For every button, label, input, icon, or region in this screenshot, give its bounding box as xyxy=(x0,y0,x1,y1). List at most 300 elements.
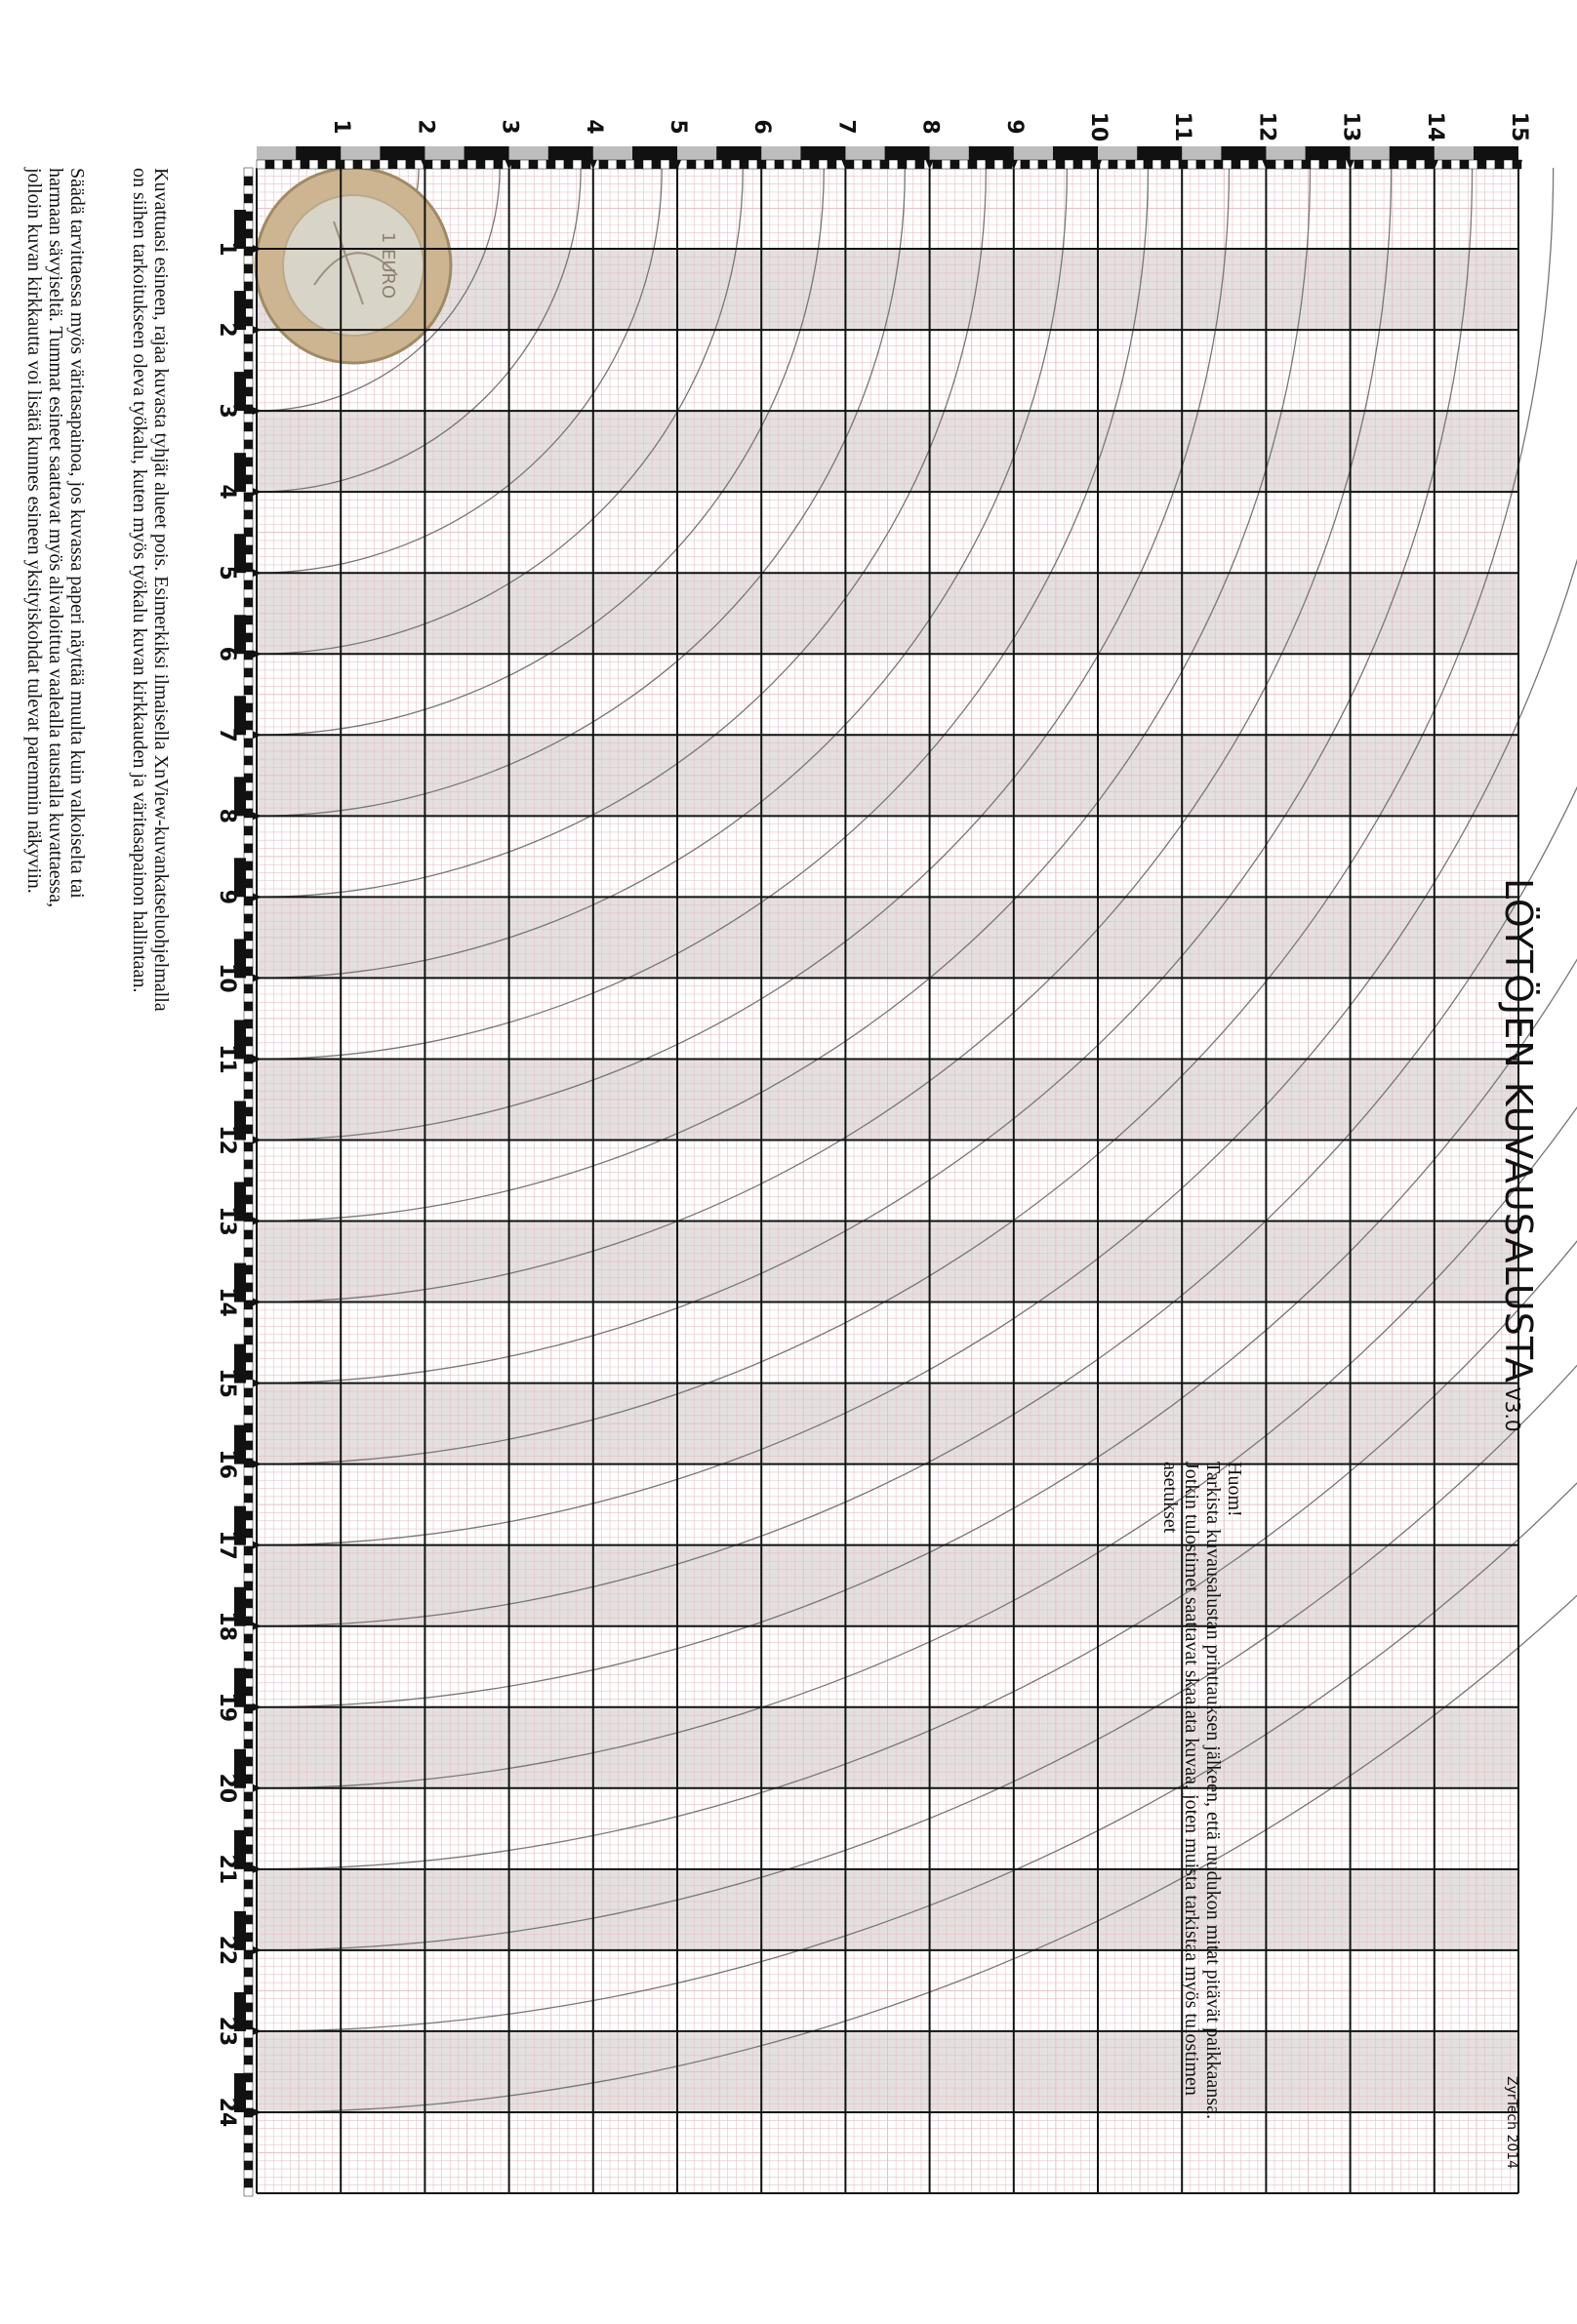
ruler-square xyxy=(1311,160,1319,169)
column-label: 5 xyxy=(666,119,690,135)
ruler-square xyxy=(511,160,520,169)
ruler-block xyxy=(632,146,677,160)
ruler-square xyxy=(327,160,336,169)
row-label: 17 xyxy=(215,1530,239,1560)
ruler-square xyxy=(564,160,573,169)
ruler-square xyxy=(244,1494,253,1503)
ruler-square xyxy=(244,1819,253,1827)
ruler-square xyxy=(244,1063,253,1072)
ruler-square xyxy=(244,1415,253,1423)
ruler-square xyxy=(441,160,450,169)
ruler-square xyxy=(244,2144,253,2152)
ruler-square xyxy=(244,422,253,431)
column-label: 6 xyxy=(749,119,775,135)
ruler-block xyxy=(1053,146,1098,160)
row-label: 15 xyxy=(215,1368,239,1398)
ruler-square xyxy=(244,2187,253,2196)
ruler-square xyxy=(661,160,669,169)
ruler-square xyxy=(406,160,415,169)
ruler-square xyxy=(309,160,318,169)
credit-text: ZyrTech 2014 xyxy=(1504,2076,1519,2170)
ruler-square xyxy=(810,160,819,169)
ruler-square xyxy=(1144,160,1152,169)
ruler-block xyxy=(465,146,509,160)
ruler-square xyxy=(942,160,950,169)
row-label: 14 xyxy=(215,1287,239,1317)
notice-heading: Huom! xyxy=(1224,1462,1245,1517)
notice-block xyxy=(1111,1462,1247,2223)
row-label: 8 xyxy=(215,808,239,823)
ruler-square xyxy=(244,581,253,589)
ruler-square xyxy=(722,160,731,169)
ruler-square xyxy=(244,739,253,747)
ruler-square xyxy=(652,160,661,169)
row-label: 22 xyxy=(215,1935,239,1966)
ruler-square xyxy=(244,501,253,510)
instruction-line: Kuvattuasi esineen, rajaa kuvasta tyhjät alueet pois. Esimerkiksi ilmaisella XnView-kuvankatseluohjelmalla xyxy=(150,168,172,1012)
ruler-square xyxy=(1477,160,1486,169)
row-label: 23 xyxy=(215,2016,239,2047)
ruler-square xyxy=(244,2170,253,2179)
ruler-square xyxy=(1337,160,1346,169)
ruler-square xyxy=(1161,160,1170,169)
ruler-square xyxy=(244,1476,253,1485)
ruler-square xyxy=(748,160,757,169)
ruler-square xyxy=(467,160,476,169)
ruler-square xyxy=(244,756,253,765)
row-label: 18 xyxy=(215,1611,239,1642)
column-labels xyxy=(329,112,1531,142)
ruler-block xyxy=(1390,146,1435,160)
notice-line: asetukset xyxy=(1159,1462,1181,1534)
ruler-square xyxy=(244,1142,253,1151)
ruler-square xyxy=(432,160,441,169)
ruler-square xyxy=(244,1898,253,1906)
ruler-square xyxy=(1302,160,1311,169)
ruler-square xyxy=(244,1318,253,1327)
ruler-square xyxy=(520,160,529,169)
ruler-square xyxy=(1486,160,1495,169)
ruler-square xyxy=(1451,160,1460,169)
column-label: 13 xyxy=(1338,111,1363,142)
ruler-square xyxy=(244,2038,253,2047)
ruler-square xyxy=(1196,160,1205,169)
instruction-line: on siihen tarkoitukseen oleva työkalu, kuten myös työkalu kuvan kirkkauden ja väritasapainon hallintaan. xyxy=(129,168,150,993)
ruler-square xyxy=(244,1959,253,1968)
ruler-square xyxy=(244,897,253,905)
ruler-square xyxy=(1188,160,1196,169)
ruler-square xyxy=(775,160,784,169)
ruler-square xyxy=(244,1573,253,1582)
coin-inscription: 1 EURO xyxy=(378,231,398,300)
row-label: 3 xyxy=(215,403,239,419)
column-label: 15 xyxy=(1507,111,1531,142)
notice-line: Tarkista kuvausalustan printtauksen jälkeen, että ruudukon mitat pitävät paikkaansa. xyxy=(1202,1462,1224,2119)
ruler-square xyxy=(244,510,253,519)
ruler-square xyxy=(1117,160,1126,169)
ruler-square xyxy=(687,160,696,169)
ruler-square xyxy=(1363,160,1372,169)
ruler-square xyxy=(1407,160,1416,169)
row-label: 13 xyxy=(215,1206,239,1236)
column-label: 4 xyxy=(581,119,606,135)
ruler-square xyxy=(244,923,253,932)
ruler-square xyxy=(819,160,828,169)
ruler-square xyxy=(801,160,810,169)
ruler-square xyxy=(380,160,388,169)
ruler-square xyxy=(244,1713,253,1722)
ruler-square xyxy=(362,160,371,169)
ruler-square xyxy=(244,2179,253,2187)
ruler-square xyxy=(977,160,986,169)
ruler-square xyxy=(244,914,253,923)
ruler-square xyxy=(626,160,634,169)
ruler-square xyxy=(244,1090,253,1099)
ruler-square xyxy=(244,273,253,282)
ruler-square xyxy=(244,1309,253,1318)
ruler-square xyxy=(1249,160,1258,169)
ruler-square xyxy=(1047,160,1056,169)
ruler-square xyxy=(244,826,253,835)
ruler-square xyxy=(244,431,253,440)
ruler-square xyxy=(871,160,880,169)
ruler-square xyxy=(907,160,915,169)
ruler-square xyxy=(959,160,968,169)
ruler-square xyxy=(244,1634,253,1643)
ruler-square xyxy=(244,2056,253,2064)
ruler-square xyxy=(1275,160,1284,169)
ruler-square xyxy=(244,185,253,194)
ruler-square xyxy=(244,414,253,422)
ruler-square xyxy=(353,160,362,169)
title-block xyxy=(1497,878,1540,1463)
ruler-square xyxy=(244,1977,253,1985)
ruler-square xyxy=(792,160,801,169)
ruler-square xyxy=(1293,160,1302,169)
ruler-square xyxy=(244,660,253,668)
column-label: 7 xyxy=(833,119,859,135)
ruler-square xyxy=(371,160,380,169)
ruler-square xyxy=(244,1810,253,1819)
ruler-block xyxy=(969,146,1014,160)
ruler-block xyxy=(1137,146,1182,160)
ruler-block xyxy=(1221,146,1266,160)
ruler-square xyxy=(244,1397,253,1406)
ruler-square xyxy=(898,160,907,169)
instruction-line: Säädä tarvittaessa myös väritasapainoa, jos kuvassa paperi näyttää muulta kuin valkoiselta tai xyxy=(66,168,88,899)
ruler-square xyxy=(244,1336,253,1344)
ruler-square xyxy=(244,1546,253,1555)
ruler-square xyxy=(244,1643,253,1652)
ruler-square xyxy=(1038,160,1047,169)
ruler-square xyxy=(880,160,889,169)
ruler-square xyxy=(986,160,994,169)
column-label: 1 xyxy=(329,119,354,135)
ruler-square xyxy=(244,2152,253,2161)
instruction-line: harmaan sävyiseltä. Tummat esineet saattavat myös alivaloittua vaalealla taustalla kuvattaessa, xyxy=(45,168,66,908)
row-label: 2 xyxy=(215,322,239,338)
ruler-square xyxy=(608,160,617,169)
ruler-square xyxy=(784,160,792,169)
ruler-square xyxy=(1372,160,1381,169)
ruler-square xyxy=(244,1081,253,1090)
ruler-square xyxy=(933,160,942,169)
ruler-square xyxy=(292,160,301,169)
row-label: 21 xyxy=(215,1854,239,1885)
row-label: 19 xyxy=(215,1692,239,1723)
ruler-square xyxy=(244,1722,253,1731)
ruler-square xyxy=(244,177,253,185)
ruler-square xyxy=(244,984,253,993)
row-label: 9 xyxy=(215,889,239,905)
row-label: 20 xyxy=(215,1773,239,1804)
ruler-square xyxy=(494,160,503,169)
ruler-square xyxy=(244,335,253,343)
ruler-square xyxy=(244,2064,253,2073)
ruler-square xyxy=(244,1792,253,1801)
row-label: 24 xyxy=(215,2097,239,2128)
coin-inner-disc xyxy=(283,195,424,336)
ruler-square xyxy=(244,1555,253,1564)
instructions-paragraph-1 xyxy=(115,168,174,1143)
ruler-square xyxy=(344,160,353,169)
ruler-square xyxy=(388,160,397,169)
ruler-square xyxy=(244,1230,253,1239)
ruler-square xyxy=(1073,160,1082,169)
ruler-square xyxy=(244,1889,253,1898)
ruler-square xyxy=(244,1950,253,1959)
ruler-square xyxy=(1152,160,1161,169)
version-label: V3.0 xyxy=(1501,1387,1524,1432)
ruler-square xyxy=(244,1968,253,1977)
ruler-square xyxy=(1495,160,1504,169)
ruler-square xyxy=(244,598,253,607)
ruler-square xyxy=(244,1467,253,1476)
ruler-square xyxy=(244,1222,253,1230)
ruler-square xyxy=(696,160,705,169)
ruler-block xyxy=(1306,146,1351,160)
ruler-square xyxy=(1232,160,1240,169)
row-label: 10 xyxy=(215,963,239,993)
ruler-square xyxy=(1056,160,1065,169)
notice-line: Jotkin tulostimet saattavat skaalata kuvaa, joten muista tarkistaa myös tulostimen xyxy=(1181,1462,1202,2096)
ruler-square xyxy=(244,519,253,528)
ruler-square xyxy=(257,160,265,169)
column-label: 3 xyxy=(497,119,522,135)
ruler-square xyxy=(1205,160,1214,169)
ruler-square xyxy=(244,1406,253,1415)
ruler-square xyxy=(1504,160,1513,169)
ruler-square xyxy=(555,160,564,169)
ruler-square xyxy=(244,1880,253,1889)
ruler-square xyxy=(529,160,538,169)
ruler-square xyxy=(244,1652,253,1661)
row-label: 5 xyxy=(215,565,239,581)
ruler-square xyxy=(244,765,253,774)
ruler-square xyxy=(968,160,977,169)
column-label: 8 xyxy=(917,119,943,135)
ruler-square xyxy=(485,160,494,169)
row-label: 4 xyxy=(215,484,239,500)
ruler-square xyxy=(244,905,253,914)
ruler-square xyxy=(244,818,253,826)
ruler-square xyxy=(476,160,485,169)
ruler-square xyxy=(244,1169,253,1178)
column-label: 10 xyxy=(1086,111,1111,142)
column-label: 12 xyxy=(1254,111,1279,142)
ruler-square xyxy=(713,160,722,169)
row-label: 1 xyxy=(215,241,239,257)
ruler-square xyxy=(1390,160,1398,169)
ruler-square xyxy=(1021,160,1030,169)
ruler-square xyxy=(1416,160,1425,169)
ruler-square xyxy=(244,168,253,177)
top-ruler xyxy=(257,146,1522,170)
ruler-square xyxy=(244,572,253,581)
ruler-square xyxy=(244,607,253,616)
ruler-square xyxy=(705,160,713,169)
ruler-square xyxy=(1030,160,1038,169)
ruler-square xyxy=(1381,160,1390,169)
ruler-square xyxy=(1214,160,1223,169)
instructions-paragraph-2 xyxy=(12,168,90,1143)
ruler-square xyxy=(1135,160,1144,169)
ruler-block xyxy=(1474,146,1518,160)
ruler-square xyxy=(244,1151,253,1160)
ruler-square xyxy=(244,1072,253,1081)
ruler-block xyxy=(800,146,845,160)
ruler-square xyxy=(244,668,253,677)
ruler-block xyxy=(885,146,930,160)
ruler-square xyxy=(244,1625,253,1634)
ruler-square xyxy=(915,160,924,169)
ruler-block xyxy=(296,146,341,160)
ruler-square xyxy=(244,1388,253,1397)
ruler-square xyxy=(244,440,253,449)
ruler-square xyxy=(828,160,836,169)
ruler-square xyxy=(1223,160,1232,169)
ruler-square xyxy=(950,160,959,169)
ruler-square xyxy=(546,160,555,169)
ruler-square xyxy=(244,1327,253,1336)
ruler-square xyxy=(283,160,292,169)
instruction-line: jolloin kuvan kirkkautta voi lisätä kunnes esineen yksityiskohdat tulevat paremmin näkyviin. xyxy=(23,168,45,894)
ruler-square xyxy=(1082,160,1091,169)
ruler-square xyxy=(244,1239,253,1248)
ruler-square xyxy=(244,1731,253,1740)
ruler-square xyxy=(244,194,253,203)
ruler-square xyxy=(244,1248,253,1257)
ruler-square xyxy=(397,160,406,169)
column-label: 9 xyxy=(1001,119,1027,135)
ruler-square xyxy=(1240,160,1249,169)
ruler-square xyxy=(244,282,253,291)
ruler-square xyxy=(244,1485,253,1494)
ruler-square xyxy=(244,993,253,1002)
ruler-square xyxy=(459,160,467,169)
ruler-square xyxy=(1469,160,1477,169)
ruler-square xyxy=(244,493,253,501)
ruler-square xyxy=(244,844,253,853)
ruler-square xyxy=(1319,160,1328,169)
ruler-square xyxy=(318,160,327,169)
page-title: LÖYTÖJEN KUVAUSALUSTA xyxy=(1497,878,1540,1384)
row-label: 11 xyxy=(215,1044,239,1074)
ruler-square xyxy=(599,160,608,169)
ruler-square xyxy=(450,160,459,169)
ruler-square xyxy=(244,1564,253,1573)
ruler-square xyxy=(244,1011,253,1020)
ruler-square xyxy=(244,589,253,598)
ruler-square xyxy=(244,1661,253,1669)
ruler-square xyxy=(1170,160,1179,169)
ruler-square xyxy=(1065,160,1073,169)
column-label: 11 xyxy=(1170,111,1195,142)
ruler-block xyxy=(716,146,761,160)
ruler-square xyxy=(582,160,590,169)
ruler-square xyxy=(994,160,1003,169)
ruler-square xyxy=(1284,160,1293,169)
ruler-square xyxy=(1109,160,1117,169)
column-label: 14 xyxy=(1422,111,1447,142)
ruler-square xyxy=(863,160,871,169)
ruler-square xyxy=(643,160,652,169)
ruler-square xyxy=(573,160,582,169)
ruler-square xyxy=(244,2161,253,2170)
ruler-square xyxy=(538,160,546,169)
ruler-square xyxy=(301,160,309,169)
ruler-square xyxy=(244,835,253,844)
ruler-square xyxy=(889,160,898,169)
ruler-square xyxy=(1126,160,1135,169)
ruler-square xyxy=(244,686,253,695)
ruler-square xyxy=(1398,160,1407,169)
ruler-square xyxy=(244,2135,253,2144)
ruler-square xyxy=(244,1740,253,1748)
ruler-square xyxy=(244,677,253,686)
ruler-square xyxy=(244,264,253,273)
ruler-square xyxy=(617,160,626,169)
ruler-square xyxy=(1442,160,1451,169)
ruler-square xyxy=(731,160,740,169)
ruler-square xyxy=(244,343,253,352)
row-label: 6 xyxy=(215,646,239,661)
ruler-square xyxy=(740,160,748,169)
ruler-square xyxy=(244,747,253,756)
ruler-square xyxy=(854,160,863,169)
row-label: 12 xyxy=(215,1125,239,1155)
ruler-square xyxy=(244,2117,253,2126)
ruler-square xyxy=(274,160,283,169)
ruler-square xyxy=(1355,160,1363,169)
ruler-square xyxy=(766,160,775,169)
ruler-square xyxy=(244,352,253,361)
row-label: 7 xyxy=(215,727,239,742)
credit-block xyxy=(1499,2076,1522,2193)
row-label: 16 xyxy=(215,1449,239,1479)
ruler-square xyxy=(244,2126,253,2135)
ruler-square xyxy=(1328,160,1337,169)
euro-coin-image xyxy=(256,168,451,363)
ruler-square xyxy=(265,160,274,169)
ruler-square xyxy=(244,1871,253,1880)
ruler-square xyxy=(634,160,643,169)
ruler-square xyxy=(244,361,253,370)
ruler-square xyxy=(244,1801,253,1810)
ruler-square xyxy=(1460,160,1469,169)
column-label: 2 xyxy=(413,119,438,135)
ruler-square xyxy=(244,2047,253,2056)
